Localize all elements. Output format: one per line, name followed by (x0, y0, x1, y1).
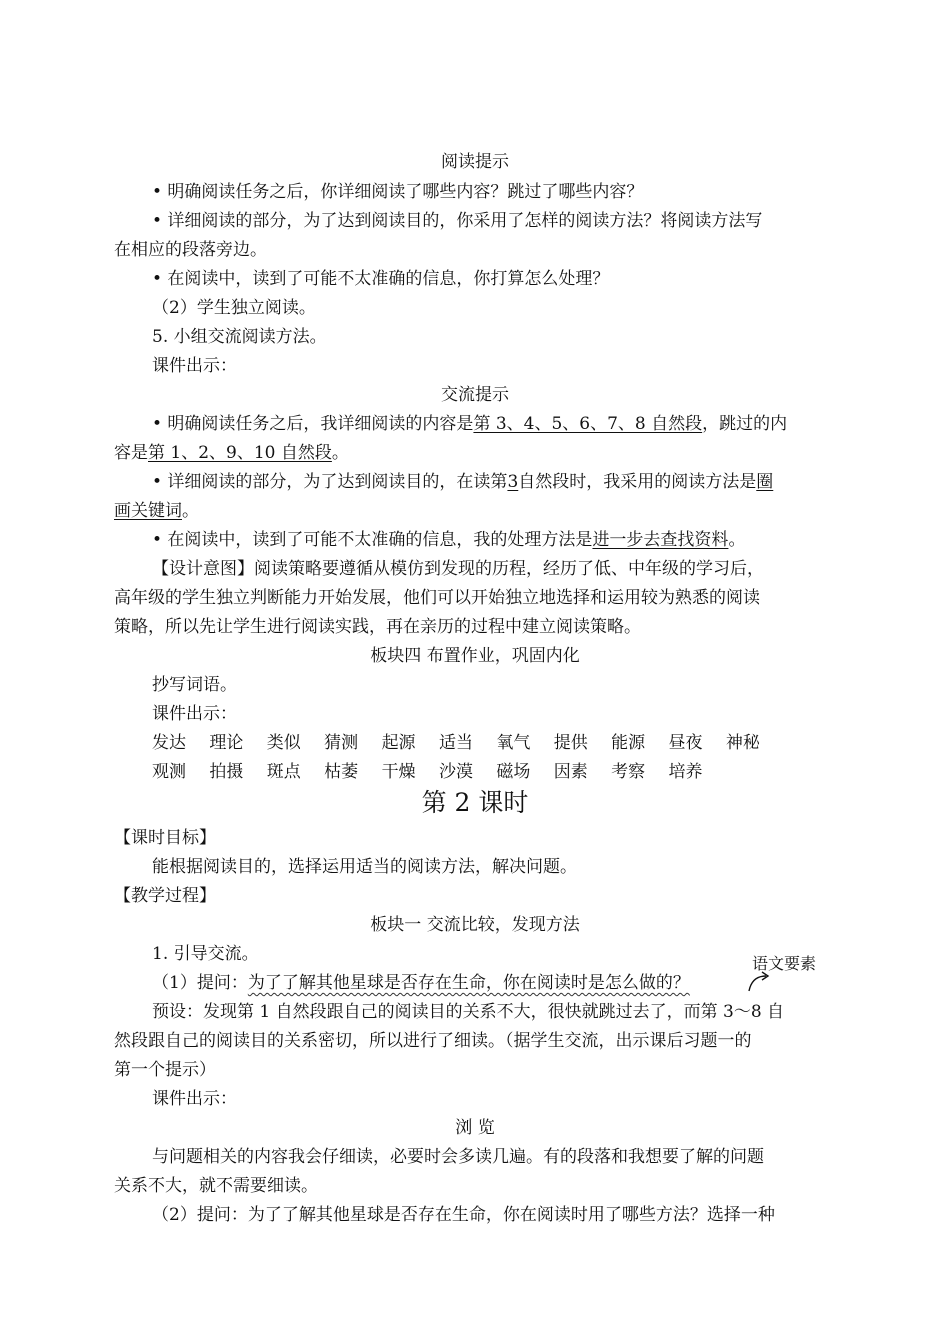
text: • 在阅读中，读到了可能不太准确的信息，我的处理方法是 (152, 530, 593, 550)
preset-3: 第一个提示） (114, 1060, 216, 1080)
teaching-process-heading: 【教学过程】 (114, 886, 216, 906)
underlined-answer: 进一步去查找资料 (592, 530, 729, 550)
word: 适当 (438, 733, 473, 753)
word: 培养 (668, 762, 703, 782)
preset-1: 预设：发现第 1 自然段跟自己的阅读目的关系不大，很快就跳过去了，而第 3～8 自 (152, 1002, 785, 1022)
text: • 明确阅读任务之后，我详细阅读的内容是 (152, 414, 474, 434)
browse-title: 浏 览 (455, 1118, 495, 1138)
text: 。 (728, 530, 746, 550)
exchange-tips-title: 交流提示 (441, 385, 509, 405)
word: 类似 (266, 733, 301, 753)
reading-tip-2: • 详细阅读的部分，为了达到阅读目的，你采用了怎样的阅读方法？将阅读方法写 (152, 211, 763, 231)
annotation-arrow-icon (746, 968, 776, 994)
underlined-answer: 3 (507, 472, 519, 492)
word: 起源 (381, 733, 416, 753)
lesson-goal-text: 能根据阅读目的，选择运用适当的阅读方法，解决问题。 (152, 857, 577, 877)
design-intent-3: 策略，所以先让学生进行阅读实践，再在亲历的过程中建立阅读策略。 (114, 617, 641, 637)
word: 提供 (553, 733, 588, 753)
underlined-answer: 第 3、4、5、6、7、8 自然段 (473, 414, 703, 434)
reading-tip-1: • 明确阅读任务之后，你详细阅读了哪些内容？跳过了哪些内容？ (152, 182, 644, 202)
word: 神秘 (725, 733, 760, 753)
question-2: （2）提问：为了了解其他星球是否存在生命，你在阅读时用了哪些方法？选择一种 (152, 1205, 775, 1225)
guide-exchange: 1. 引导交流。 (152, 944, 259, 964)
word: 斑点 (266, 762, 301, 782)
text: 自然段时，我采用的阅读方法是 (518, 472, 757, 492)
word: 沙漠 (438, 762, 473, 782)
reading-tip-3: • 在阅读中，读到了可能不太准确的信息，你打算怎么处理？ (152, 269, 610, 289)
exchange-tip-1 (152, 412, 787, 436)
word: 考察 (611, 762, 646, 782)
courseware-label: 课件出示： (152, 356, 237, 376)
text: （1）提问： (152, 973, 248, 993)
word: 发达 (152, 733, 186, 753)
word: 理论 (209, 733, 244, 753)
word: 氧气 (496, 733, 531, 753)
text: ，跳过的内 (702, 414, 788, 434)
section-4-title: 板块四 布置作业，巩固内化 (370, 646, 580, 666)
word: 枯萎 (324, 762, 359, 782)
exchange-tip-2 (152, 470, 773, 494)
preset-2: 然段跟自己的阅读目的关系密切，所以进行了细读。（据学生交流，出示课后习题一的 (114, 1031, 752, 1051)
reading-tips-title: 阅读提示 (441, 152, 509, 172)
word: 因素 (553, 762, 588, 782)
word: 观测 (152, 762, 186, 782)
exchange-tip-1-cont (114, 441, 349, 465)
design-intent-2: 高年级的学生独立判断能力开始发展，他们可以开始独立地选择和运用较为熟悉的阅读 (114, 588, 760, 608)
reading-tip-2-cont: 在相应的段落旁边。 (114, 240, 267, 260)
underlined-answer: 圈 (756, 472, 774, 492)
courseware-label: 课件出示： (152, 1089, 237, 1109)
browse-2: 关系不大，就不需要细读。 (114, 1176, 318, 1196)
copy-words: 抄写词语。 (152, 675, 237, 695)
section-1-title: 板块一 交流比较，发现方法 (370, 915, 580, 935)
text: 容是 (114, 443, 148, 463)
underlined-answer: 第 1、2、9、10 自然段 (148, 443, 332, 463)
step-group-exchange: 5. 小组交流阅读方法。 (152, 327, 327, 347)
lesson-2-title: 第 2 课时 (421, 788, 529, 817)
question-1 (152, 971, 690, 995)
word-list-row-2 (152, 760, 726, 784)
word: 昼夜 (668, 733, 703, 753)
underlined-answer: 画关键词 (114, 501, 182, 521)
word: 拍摄 (209, 762, 244, 782)
word: 干燥 (381, 762, 416, 782)
exchange-tip-2-cont (114, 499, 199, 523)
word: 能源 (611, 733, 646, 753)
text: • 详细阅读的部分，为了达到阅读目的，在读第 (152, 472, 508, 492)
courseware-label: 课件出示： (152, 704, 237, 724)
text: 。 (331, 443, 349, 463)
annotation-language-element: 语文要素 (752, 954, 817, 973)
browse-1: 与问题相关的内容我会仔细读，必要时会多读几遍。有的段落和我想要了解的问题 (152, 1147, 764, 1167)
wavy-underlined-question: 为了了解其他星球是否存在生命，你在阅读时是怎么做的？ (247, 973, 690, 993)
design-intent-1: 【设计意图】阅读策略要遵循从模仿到发现的历程，经历了低、中年级的学习后， (152, 559, 764, 579)
word: 猜测 (324, 733, 359, 753)
exchange-tip-3 (152, 528, 745, 552)
step-independent-reading: （2）学生独立阅读。 (152, 298, 316, 318)
word-list-row-1 (152, 731, 783, 755)
word: 磁场 (496, 762, 531, 782)
lesson-goal-heading: 【课时目标】 (114, 828, 216, 848)
text: 。 (182, 501, 199, 521)
